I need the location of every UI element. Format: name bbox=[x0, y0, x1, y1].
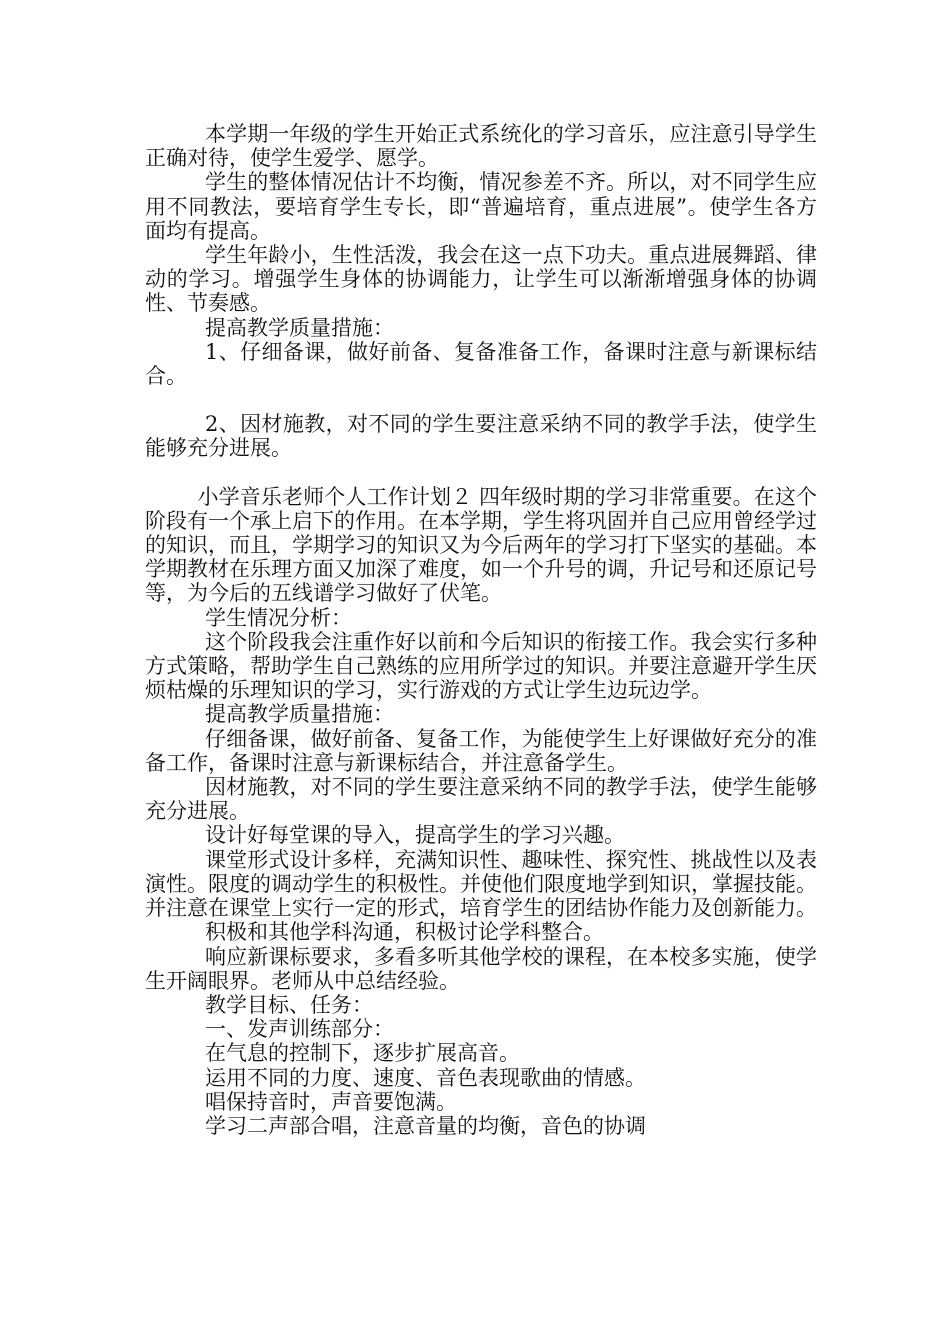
paragraph-lesson-intro: 设计好每堂课的导入，提高学生的学习兴趣。 bbox=[205, 823, 626, 848]
paragraph-student-overview: 学生的整体情况估计不均衡，情况参差不齐。所以，对不同学生应用不同教法，要培育学生专长，即“普遍培育，重点进展”。使学生各方面均有提高。 bbox=[145, 170, 817, 243]
paragraph-new-curriculum: 响应新课标要求，多看多听其他学校的课程，在本校多实施，使学生开阔眼界。老师从中总结经验。 bbox=[145, 944, 817, 993]
paragraph-student-analysis: 这个阶段我会注重作好以前和今后知识的衔接工作。我会实行多种方式策略，帮助学生自己熟练的应用所学过的知识。并要注意避开学生厌烦枯燥的乐理知识的学习，实行游戏的方式让学生边玩边学。 bbox=[145, 629, 817, 703]
blank-line bbox=[145, 388, 817, 412]
heading-teaching-goals: 教学目标、任务： bbox=[205, 992, 374, 1017]
heading-vocal-training: 一、发声训练部分： bbox=[205, 1017, 395, 1042]
paragraph-careful-prep: 仔细备课，做好前备、复备工作，为能使学生上好课做好充分的准备工作，备课时注意与新课标结合，并注意备学生。 bbox=[145, 726, 817, 775]
paragraph-measure-2: 2、因材施教，对不同的学生要注意采纳不同的教学手法，使学生能够充分进展。 bbox=[145, 412, 817, 461]
paragraph-class-forms: 课堂形式设计多样，充满知识性、趣味性、探究性、挑战性以及表演性。限度的调动学生的积极性。并使他们限度地学到知识，掌握技能。并注意在课堂上实行一定的形式，培育学生的团结协作能力及创新能力。 bbox=[145, 847, 817, 921]
paragraph-two-part-choir: 学习二声部合唱，注意音量的均衡，音色的协调 bbox=[205, 1113, 647, 1138]
paragraph-breath-control: 在气息的控制下，逐步扩展高音。 bbox=[205, 1041, 521, 1066]
paragraph-individualized: 因材施教，对不同的学生要注意采纳不同的教学手法，使学生能够充分进展。 bbox=[145, 775, 817, 824]
heading-quality-measures-1: 提高教学质量措施： bbox=[205, 315, 395, 340]
blank-line bbox=[145, 461, 817, 485]
paragraph-dynamics: 运用不同的力度、速度、音色表现歌曲的情感。 bbox=[205, 1065, 647, 1090]
paragraph-sustained-notes: 唱保持音时，声音要饱满。 bbox=[205, 1089, 458, 1114]
document-body bbox=[145, 122, 817, 1138]
paragraph-plan-2-intro: 小学音乐老师个人工作计划２ 四年级时期的学习非常重要。在这个阶段有一个承上启下的作用。在本学期，学生将巩固并自己应用曾经学过的知识，而且，学期学习的知识又为今后两年的学习打下坚实的基础。本学期教材在乐理方面又加深了难度，如一个升号的调，升记号和还原记号等，为今后的五线谱学习做好了伏笔。 bbox=[145, 484, 817, 606]
heading-quality-measures-2: 提高教学质量措施： bbox=[205, 702, 395, 727]
paragraph-intro-grade1: 本学期一年级的学生开始正式系统化的学习音乐，应注意引导学生正确对待，使学生爱学、愿学。 bbox=[145, 122, 817, 171]
paragraph-measure-1: 1、仔细备课，做好前备、复备准备工作，备课时注意与新课标结合。 bbox=[145, 339, 817, 389]
paragraph-cross-subject: 积极和其他学科沟通，积极讨论学科整合。 bbox=[205, 920, 605, 945]
paragraph-age-traits: 学生年龄小，生性活泼，我会在这一点下功夫。重点进展舞蹈、律动的学习。增强学生身体的协调能力，让学生可以渐渐增强身体的协调性、节奏感。 bbox=[145, 243, 817, 316]
heading-student-analysis: 学生情况分析： bbox=[205, 605, 353, 630]
